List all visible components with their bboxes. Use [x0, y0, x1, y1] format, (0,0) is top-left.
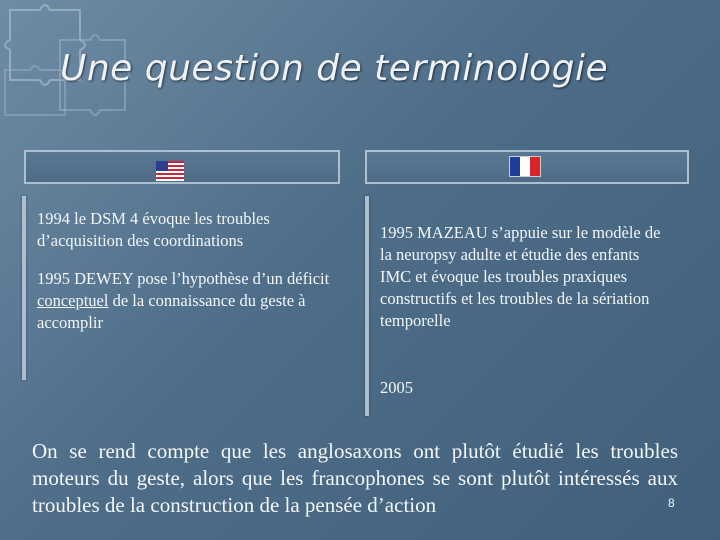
left-para-dewey: 1995 DEWEY pose l’hypothèse d’un déficit conceptuel de la connaissance du geste à accomplir	[37, 269, 330, 332]
right-year-2005: 2005	[380, 378, 413, 397]
left-para-dsm: 1994 le DSM 4 évoque les troubles d’acquisition des coordinations	[37, 209, 270, 250]
slide-title: Une question de terminologie	[60, 48, 609, 89]
us-flag-icon	[156, 161, 184, 181]
right-para-mazeau: 1995 MAZEAU s’appuie sur le modèle de la neuropsy adulte et étudie des enfants IMC et évoque les troubles praxiques constructifs et les troubles de la sériation temporelle	[380, 223, 661, 330]
page-number: 8	[668, 496, 675, 510]
left-timeline-line	[22, 196, 26, 380]
conclusion-text: On se rend compte que les anglosaxons ont plutôt étudié les troubles moteurs du geste, alors que les francophones se sont plutôt intéressés aux troubles de la construction de la pensée d’action	[32, 439, 678, 517]
france-flag-icon	[509, 156, 541, 177]
right-timeline-line	[365, 196, 369, 416]
right-column-text	[380, 222, 670, 348]
left-column-text	[37, 208, 337, 350]
